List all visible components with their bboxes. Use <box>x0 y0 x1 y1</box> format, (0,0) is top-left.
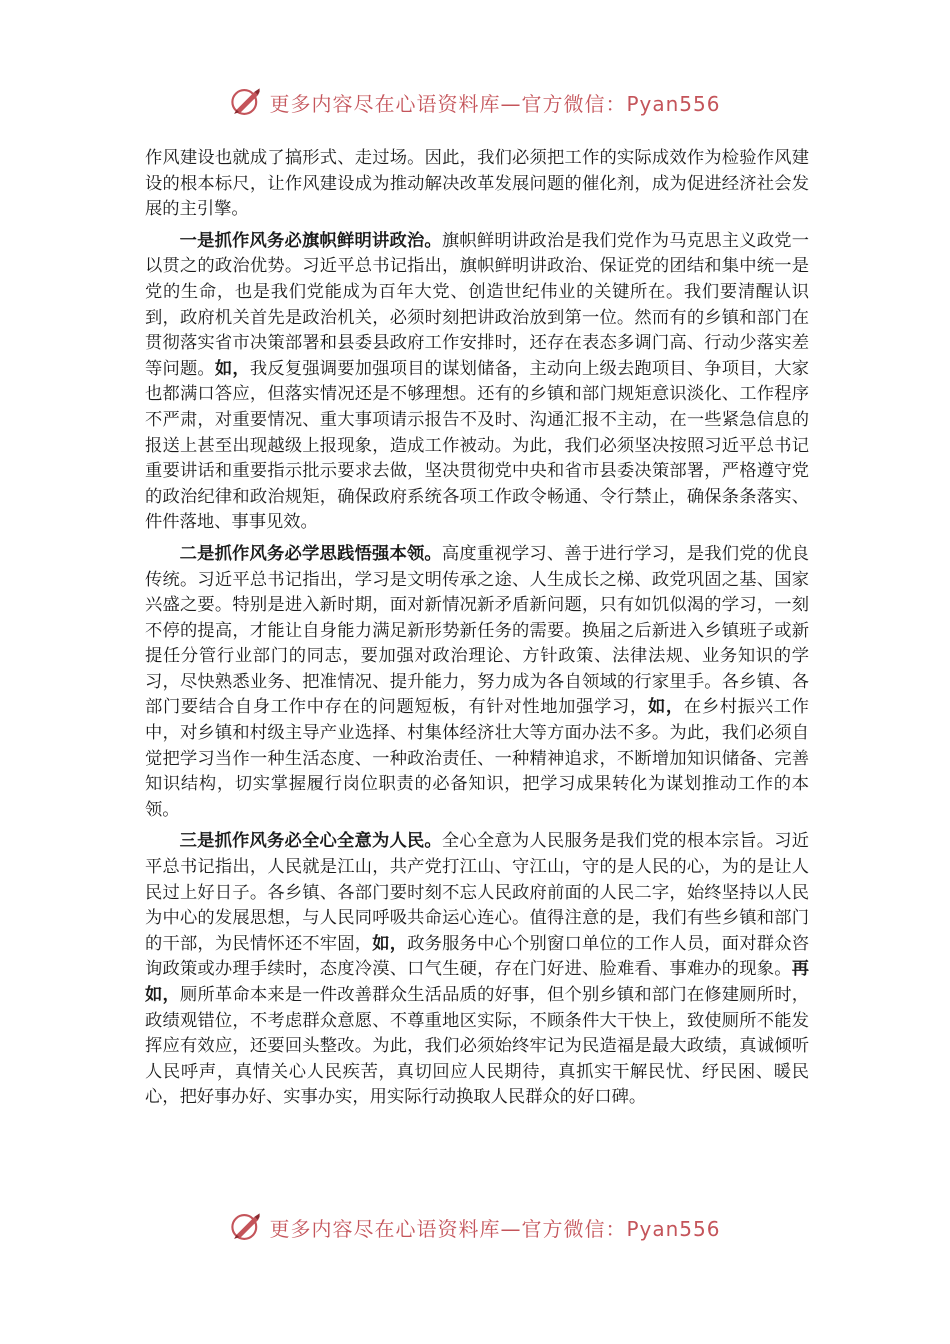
example-lead: 如， <box>214 358 250 379</box>
example-text: 政务服务中心个别窗口单位的工作人员，面对群众咨询政策或办理手续时，态度冷漠、口气生硬，存在门好进、脸难看、事难办的现象。 <box>145 933 809 980</box>
paragraph-heading: 二是抓作风务必学思践悟强本领。 <box>179 543 442 564</box>
paragraph-text: 作风建设也就成了搞形式、走过场。因此，我们必须把工作的实际成效作为检验作风建设的根本标尺，让作风建设成为推动解决改革发展问题的催化剂，成为促进经济社会发展的主引擎。 <box>145 148 809 220</box>
document-body <box>145 146 809 1111</box>
paragraph-intro-continuation <box>145 146 809 223</box>
pen-logo-icon <box>229 85 263 119</box>
header-watermark <box>0 82 950 122</box>
example-lead-second: 再如， <box>145 959 809 1005</box>
paragraph-text: 全心全意为人民服务是我们党的根本宗旨。习近平总书记指出，人民就是江山，共产党打江山、守江山，守的是人民的心，为的是让人民过上好日子。各乡镇、各部门要时刻不忘人民政府前面的人民二字，始终坚持以人民为中心的发展思想，与人民同呼吸共命运心连心。值得注意的是，我们有些乡镇和部门的干部，为民情怀还不牢固， <box>145 831 809 954</box>
footer-watermark <box>0 1207 950 1247</box>
example-lead: 如， <box>647 697 684 718</box>
watermark-text: 更多内容尽在心语资料库—官方微信：Pyan556 <box>269 91 721 116</box>
paragraph-politics <box>145 229 809 536</box>
example-text-second: 厕所革命本来是一件改善群众生活品质的好事，但个别乡镇和部门在修建厕所时，政绩观错位，不考虑群众意愿、不尊重地区实际，不顾条件大干快上，致使厕所不能发挥应有效应，还要回头整改。为此，我们必须始终牢记为民造福是最大政绩，真诚倾听人民呼声，真情关心人民疾苦，真切回应人民期待，真抓实干解民忧、纾民困、暖民心，把好事办好、实事办实，用实际行动换取人民群众的好口碑。 <box>145 985 809 1108</box>
example-text: 我反复强调要加强项目的谋划储备，主动向上级去跑项目、争项目，大家也都满口答应，但落实情况还是不够理想。还有的乡镇和部门规矩意识淡化、工作程序不严肃，对重要情况、重大事项请示报告不及时、沟通汇报不主动，在一些紧急信息的报送上甚至出现越级上报现象，造成工作被动。为此，我们必须坚决按照习近平总书记重要讲话和重要指示批示要求去做，坚决贯彻党中央和省市县委决策部署，严格遵守党的政治纪律和政治规矩，确保政府系统各项工作政令畅通、令行禁止，确保条条落实、件件落地、事事见效。 <box>145 358 809 533</box>
watermark-text: 更多内容尽在心语资料库—官方微信：Pyan556 <box>269 1216 721 1241</box>
paragraph-heading: 三是抓作风务必全心全意为人民。 <box>179 831 442 852</box>
paragraph-heading: 一是抓作风务必旗帜鲜明讲政治。 <box>179 230 442 251</box>
paragraph-text: 旗帜鲜明讲政治是我们党作为马克思主义政党一以贯之的政治优势。习近平总书记指出，旗帜鲜明讲政治、保证党的团结和集中统一是党的生命，也是我们党能成为百年大党、创造世纪伟业的关键所在。我们要清醒认识到，政府机关首先是政治机关，必须时刻把讲政治放到第一位。然而有的乡镇和部门在贯彻落实省市决策部署和县委县政府工作安排时，还存在表态多调门高、行动少落实差等问题。 <box>145 230 809 379</box>
paragraph-learning <box>145 542 809 824</box>
pen-logo-icon <box>229 1210 263 1244</box>
example-lead: 如， <box>372 933 408 954</box>
paragraph-people <box>145 829 809 1111</box>
example-text: 在乡村振兴工作中，对乡镇和村级主导产业选择、村集体经济壮大等方面办法不多。为此，我们必须自觉把学习当作一种生活态度、一种政治责任、一种精神追求，不断增加知识储备、完善知识结构，切实掌握履行岗位职责的必备知识，把学习成果转化为谋划推动工作的本领。 <box>145 697 809 820</box>
paragraph-text: 高度重视学习、善于进行学习，是我们党的优良传统。习近平总书记指出，学习是文明传承之途、人生成长之梯、政党巩固之基、国家兴盛之要。特别是进入新时期，面对新情况新矛盾新问题，只有如饥似渴的学习，一刻不停的提高，才能让自身能力满足新形势新任务的需要。换届之后新进入乡镇班子或新提任分管行业部门的同志，要加强对政治理论、方针政策、法律法规、业务知识的学习，尽快熟悉业务、把准情况、提升能力，努力成为各自领域的行家里手。各乡镇、各部门要结合自身工作中存在的问题短板，有针对性地加强学习， <box>145 543 809 718</box>
